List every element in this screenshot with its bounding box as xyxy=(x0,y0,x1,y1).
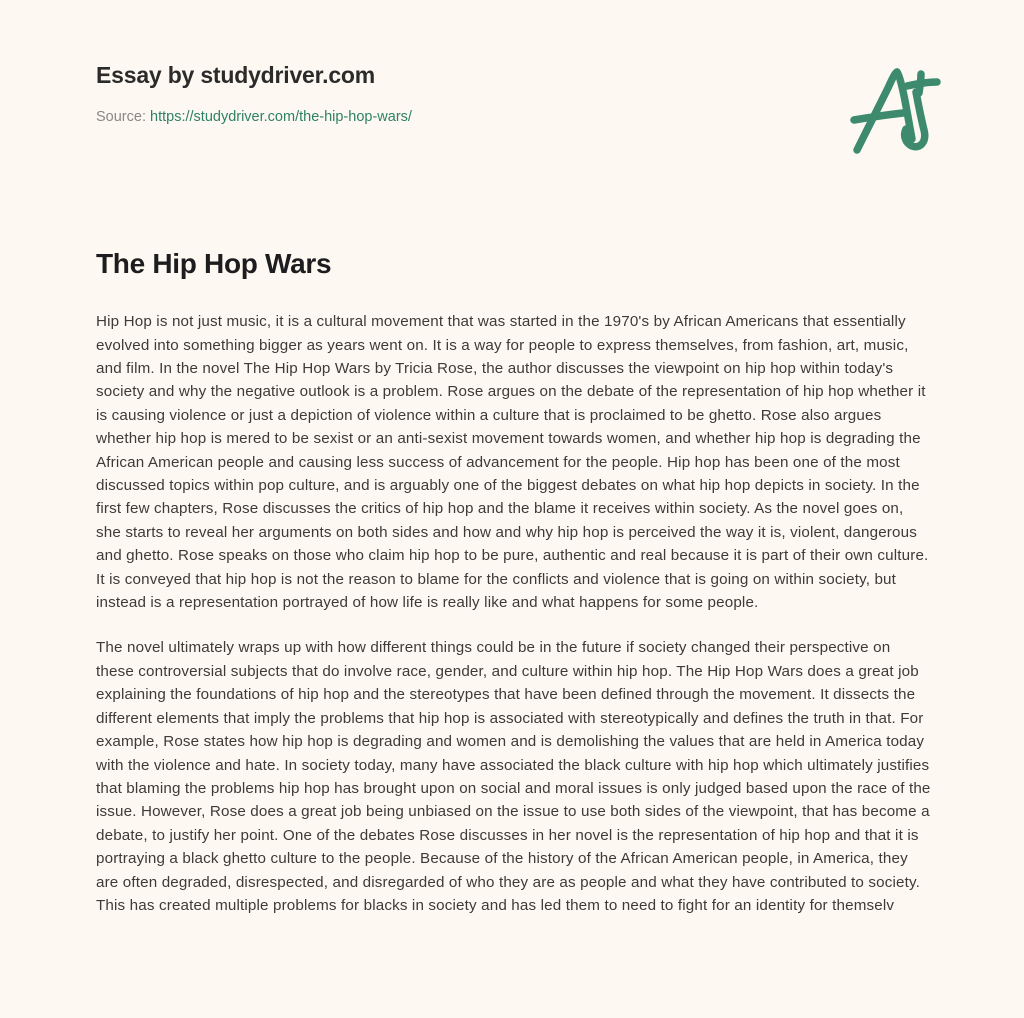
source-url-link[interactable]: https://studydriver.com/the-hip-hop-wars/ xyxy=(150,108,412,125)
article xyxy=(96,248,932,917)
a-plus-icon xyxy=(840,56,952,160)
studydriver-a-plus-logo xyxy=(840,56,952,160)
source-line xyxy=(96,108,954,127)
article-body xyxy=(96,310,932,917)
page-header xyxy=(96,62,954,182)
paragraph-1: Hip Hop is not just music, it is a cultural movement that was started in the 1970's by African Americans that essentially evolved into something bigger as years went on. It is a way for people to express themselves, from fashion, art, music, and film. In the novel The Hip Hop Wars by Tricia Rose, the author discusses the viewpoint on hip hop within today's society and why the negative outlook is a problem. Rose argues on the debate of the representation of hip hop whether it is causing violence or just a depiction of violence within a culture that is proclaimed to be ghetto. Rose also argues whether hip hop is mered to be sexist or an anti-sexist movement towards women, and whether hip hop is degrading the African American people and causing less success of advancement for the people. Hip hop has been one of the most discussed topics within pop culture, and is arguably one of the biggest debates on what hip hop depicts in society. In the first few chapters, Rose discusses the critics of hip hop and the blame it receives within society. As the novel goes on, she starts to reveal her arguments on both sides and how and why hip hop is perceived the way it is, violent, dangerous and ghetto. Rose speaks on those who claim hip hop to be pure, authentic and real because it is part of their own culture. It is conveyed that hip hop is not the reason to blame for the conflicts and violence that is going on within society, but instead is a representation portrayed of how life is really like and what happens for some people. xyxy=(96,313,929,612)
paragraph-2: The novel ultimately wraps up with how different things could be in the future if society changed their perspective on these controversial subjects that do involve race, gender, and culture within hip hop. The Hip Hop Wars does a great job explaining the foundations of hip hop and the stereotypes that have been defined through the movement. It dissects the different elements that imply the problems that hip hop is associated with stereotypically and defines the truth in that. For example, Rose states how hip hop is degrading and women and is demolishing the values that are held in America today with the violence and hate. In society today, many have associated the black culture with hip hop which ultimately justifies that blaming the problems hip hop has brought upon on social and moral issues is only judged based upon the race of the issue. However, Rose does a great job being unbiased on the issue to use both sides of the viewpoint, that has become a debate, to justify her point. One of the debates Rose discusses in her novel is the representation of hip hop and that it is portraying a black ghetto culture to the people. Because of the history of the African American people, in America, they are often degraded, disrespected, and disregarded of who they are as people and what they have contributed to society. This has created multiple problems for blacks in society and has led them to need to fight for an identity for themselv xyxy=(96,639,931,914)
page-title: The Hip Hop Wars xyxy=(96,248,332,279)
byline: Essay by studydriver.com xyxy=(96,62,376,88)
source-label: Source: xyxy=(96,108,146,125)
